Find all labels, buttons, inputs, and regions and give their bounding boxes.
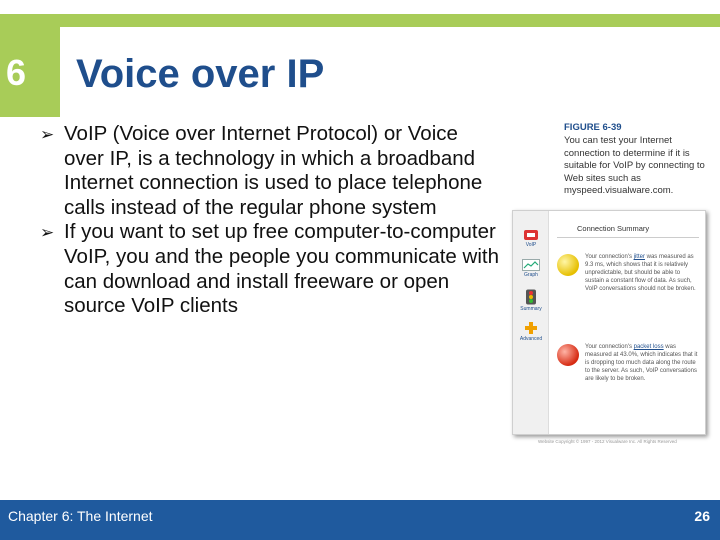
phone-icon: [523, 229, 539, 241]
jitter-link: jitter: [633, 254, 645, 260]
screenshot-sidebar: [513, 211, 549, 434]
message-text: Your connection's: [585, 344, 634, 350]
graph-icon: [522, 259, 540, 271]
status-red-icon: [557, 344, 579, 366]
message-text: was measured at 43.0%, which indicates that it is dropping too much data along the route to the server. As such, VoIP conversations are likely to be broken.: [585, 344, 698, 382]
top-accent-bar: [60, 14, 720, 27]
footer-bar: [0, 500, 720, 540]
sidebar-label: Advanced: [519, 336, 543, 342]
status-yellow-icon: [557, 254, 579, 276]
message-text: was measured as 9.3 ms, which shows that it is relatively unpredictable, but should be able to sustain a constant flow of data. As such, VoIP conversations should not be broken.: [585, 254, 696, 292]
sidebar-item-advanced: [517, 321, 545, 342]
traffic-light-icon: [524, 289, 538, 305]
sidebar-label: VoIP: [525, 242, 537, 248]
sidebar-item-graph: [517, 259, 545, 278]
screenshot-credit: Website Copyright © 1997 - 2012 Visualware Inc. All Rights Reserved: [538, 439, 677, 444]
slide-title: Voice over IP: [76, 52, 325, 96]
sidebar-item-voip: [517, 229, 545, 248]
chapter-number: 6: [6, 52, 27, 93]
bullet-text: VoIP (Voice over Internet Protocol) or Voice over IP, is a technology in which a broadband Internet connection is used to place telephone calls instead of the regular phone system: [64, 122, 483, 219]
message-text: Your connection's: [585, 254, 634, 260]
sidebar-label: Summary: [520, 306, 542, 312]
bullet-list: [40, 122, 502, 319]
sidebar-item-summary: [517, 289, 545, 312]
jitter-message: [585, 253, 699, 293]
screenshot-heading: Connection Summary: [577, 224, 650, 233]
arrow-right-icon: ➢: [40, 125, 55, 144]
footer-chapter: Chapter 6: The Internet: [8, 508, 153, 524]
divider: [557, 237, 699, 238]
figure-6-39: [510, 120, 710, 450]
connection-summary-screenshot: [512, 210, 706, 435]
page-number: 26: [694, 508, 710, 524]
packet-loss-link: packet loss: [633, 344, 664, 350]
figure-caption: You can test your Internet connection to determine if it is suitable for VoIP by connecting to Web sites such as myspeed.visualware.com.: [564, 135, 705, 196]
bullet-item: [40, 220, 502, 318]
figure-label: FIGURE 6-39: [564, 122, 622, 133]
packet-loss-message: [585, 343, 699, 383]
bullet-item: [40, 122, 502, 220]
arrow-right-icon: ➢: [40, 223, 55, 243]
plus-icon: [524, 321, 538, 335]
sidebar-label: Graph: [524, 272, 538, 278]
bullet-text: If you want to set up free computer-to-computer VoIP, you and the people you communicate with can download and install freeware or open source VoIP clients: [64, 220, 499, 318]
chapter-number-box: [0, 14, 60, 117]
